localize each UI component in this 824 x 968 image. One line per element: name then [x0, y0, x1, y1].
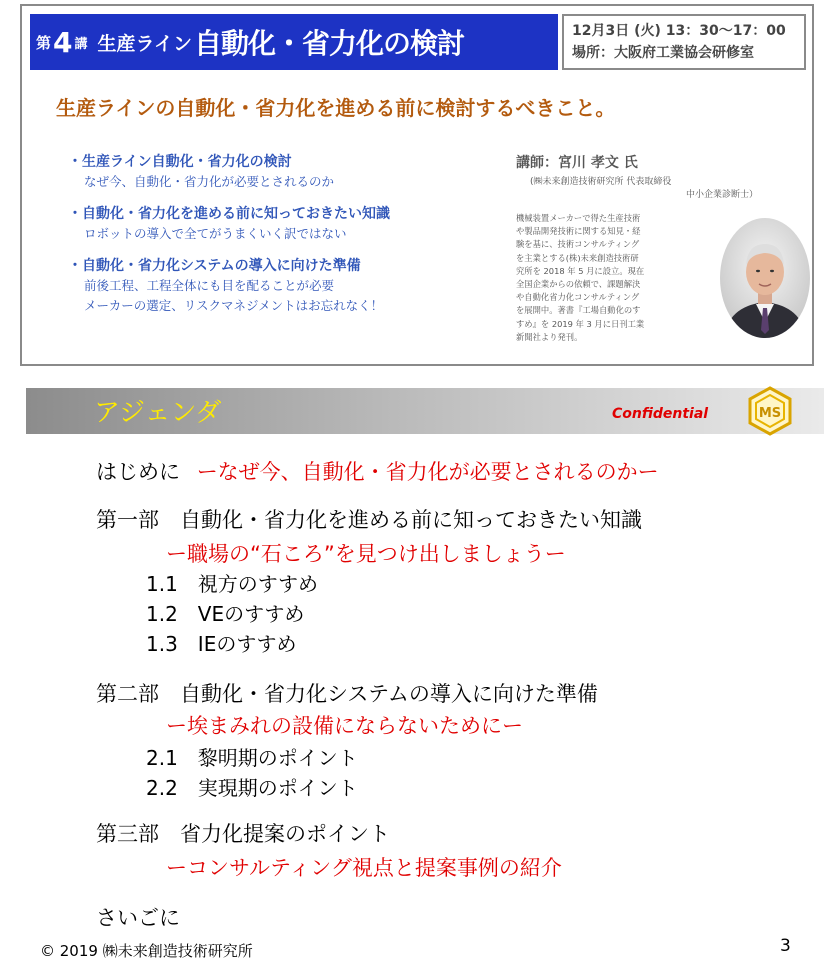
- instructor-affiliation: (㈱未来創造技術研究所 代表取締役: [530, 177, 672, 187]
- topic-heading: ・生産ライン自動化・省力化の検討: [68, 154, 292, 170]
- part-1-item: 1.3 IEのすすめ: [146, 632, 297, 656]
- bio-line: 新聞社より発刊。: [516, 331, 583, 342]
- lecture-subtitle: 生産ライン: [97, 32, 192, 55]
- topic-heading: ・自動化・省力化を進める前に知っておきたい知識: [68, 206, 390, 222]
- topic-list: [68, 152, 508, 328]
- topic-item: [68, 204, 508, 244]
- agenda-title: アジェンダ: [94, 398, 222, 428]
- instructor-bio: [516, 212, 706, 344]
- part-1-subtitle: ー職場の“石ころ”を見つけ出しましょうー: [166, 542, 566, 566]
- part-2-title: 第二部 自動化・省力化システムの導入に向けた準備: [96, 682, 598, 706]
- lecture-prefix: 第: [36, 33, 52, 52]
- bio-line: や製品開発技術に関する知見・経: [516, 226, 641, 237]
- part-2-item: 2.2 実現期のポイント: [146, 776, 358, 800]
- part-1-item: 1.1 視方のすすめ: [146, 572, 319, 596]
- intro-subtitle: ーなぜ今、自動化・省力化が必要とされるのかー: [196, 460, 659, 484]
- part-1-item: 1.2 VEのすすめ: [146, 602, 305, 626]
- bio-line: や自動化省力化コンサルティング: [516, 292, 640, 303]
- part-3-title: 第三部 省力化提案のポイント: [96, 822, 390, 846]
- bio-line: 全国企業からの依頼で、課題解決: [516, 279, 641, 290]
- company-logo-icon: [748, 386, 792, 436]
- flyer-headline: 生産ラインの自動化・省力化を進める前に検討するべきこと。: [56, 96, 616, 120]
- lecture-title: 自動化・省力化の検討: [193, 27, 464, 60]
- bio-line: 験を基に、技術コンサルティング: [516, 239, 640, 250]
- bio-line: 究所を 2018 年 5 月に設立。現在: [516, 265, 645, 276]
- instructor-name: 講師：宮川 孝文 氏: [516, 155, 638, 171]
- intro-line: [96, 456, 659, 486]
- bio-line: を主業とする(株)未来創造技術研: [516, 252, 639, 263]
- instructor-photo: [720, 218, 810, 338]
- part-1-title: 第一部 自動化・省力化を進める前に知っておきたい知識: [96, 508, 642, 532]
- venue: 場所：大阪府工業協会研修室: [572, 45, 754, 61]
- confidential-label: Confidential: [612, 406, 709, 422]
- bio-line: を展開中。著書『工場自動化のす: [516, 305, 641, 316]
- lecture-suffix: 講: [74, 36, 88, 52]
- part-2-subtitle: ー埃まみれの設備にならないためにー: [166, 714, 523, 738]
- topic-description: ロボットの導入で全てがうまくいく訳ではない: [84, 226, 347, 241]
- topic-item: [68, 256, 508, 316]
- svg-text:MS: MS: [758, 406, 782, 421]
- closing-line: さいごに: [96, 906, 180, 930]
- part-2-item: 2.1 黎明期のポイント: [146, 746, 358, 770]
- instructor-title: 中小企業診断士）: [686, 190, 759, 200]
- topic-description: メーカーの選定、リスクマネジメントはお忘れなく！: [84, 298, 384, 313]
- topic-description: なぜ今、自動化・省力化が必要とされるのか: [84, 174, 335, 189]
- page-number: 3: [780, 936, 791, 956]
- intro-label: はじめに: [96, 460, 180, 484]
- date-time: 12月3日 (火) 13：30〜17：00: [572, 23, 786, 39]
- lecture-number: 4: [53, 25, 73, 59]
- copyright: © 2019 ㈱未来創造技術研究所: [40, 942, 253, 960]
- bio-line: 機械装置メーカーで得た生産技術: [516, 213, 641, 223]
- topic-item: [68, 152, 508, 192]
- topic-heading: ・自動化・省力化システムの導入に向けた準備: [68, 258, 361, 274]
- topic-description: 前後工程、工程全体にも目を配ることが必要: [84, 278, 335, 293]
- seminar-flyer: [20, 4, 814, 366]
- instructor-block: [516, 152, 802, 202]
- schedule-box: [562, 14, 806, 70]
- lecture-banner: [30, 14, 558, 70]
- bio-line: すめ』を 2019 年 3 月に日刊工業: [516, 318, 645, 329]
- part-3-subtitle: ーコンサルティング視点と提案事例の紹介: [166, 856, 562, 880]
